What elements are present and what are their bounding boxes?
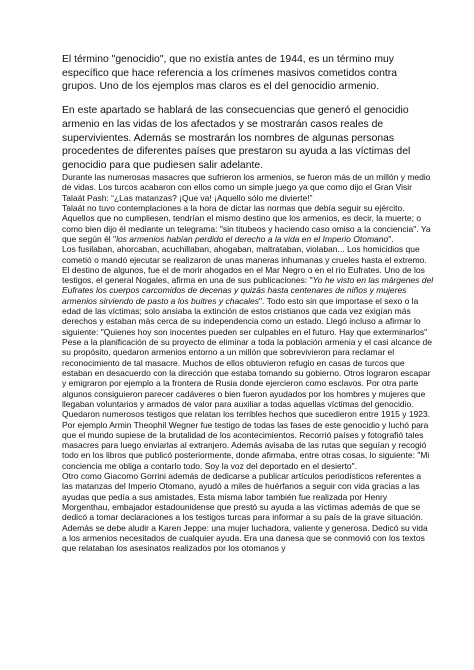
body-paragraph-3 — [62, 244, 434, 337]
body-paragraph-4: Pese a la planificación de su proyecto de eliminar a toda la población armenia y el casi alcance de su propósito, quedaron armenios entorno a un millón que sobrevivieron para reclamar el reconocimiento de tal masacre. Muchos de ellos obtuvieron refugio en casas de turcos que estaban en desacuerdo con la dirección que estaba tomando su gobierno. Otros lograron escapar y emigraron por ejemplo a la frontera de Rusia donde ejercieron como esclavos. Por otra parte algunos consiguieron parecer cadáveres o bien fueron ayudados por los hombres y mujeres que llegaban voluntarios y armados de valor para auxiliar a todas aquellas víctimas del genocidio. — [62, 337, 432, 409]
body-paragraph-5: Quedaron numerosos testigos que relatan los terribles hechos que sucedieron entre 1915 y 1923. Por ejemplo Armin Theophil Wegner fue testigo de todas las fases de este genocidio y luchó para que el mundo supiese de la brutalidad de los acontecimientos. Recorrió países y fotografió tales masacres para luego enviarlas al extranjero. Además avisaba de las rutas que seguían y recogió todo en los libros que publicó posteriormente, donde afirmaba, entre otras cosas, lo siguiente: "Mi conciencia me obliga a contarlo todo. Soy la voz del deportado en el desierto". — [62, 409, 431, 471]
body-paragraph-1: Durante las numerosas masacres que sufrieron los armenios, se fueron más de un millón y medio de vidas. Los turcos acabaron con ellos como un simple juego ya que como dijo el Gran Visir Talaát Pash: “¿Las matanzas? ¡Que va! ¡Aquello sólo me divierte!” — [62, 172, 431, 203]
intro-paragraph-1: El término "genocidio", que no existía antes de 1944, es un término muy específico que hace referencia a los crímenes masivos cometidos contra grupos. Uno de los ejemplos mas claros es el del genocidio armenio. — [62, 54, 397, 93]
body-paragraph-2-text-c: ". — [388, 233, 394, 244]
body-section — [62, 172, 434, 554]
body-paragraph-3-text-c: ". Todo esto sin que importase el sexo o la edad de las víctimas; solo ansiaba la extinción de estos cristianos que cada vez exigían más derechos y estaban más cerca de su independencia como un estado. Llegó incluso a afirmar lo siguiente: "Quienes hoy son inocentes pueden ser culpables en el futuro. Hay que exterminarlos" — [62, 295, 428, 337]
body-paragraph-7: Además se debe aludir a Karen Jeppe: una mujer luchadora, valiente y generosa. Dedicó su vida a los armenios necesitados de cualquier ayuda. Era una danesa que se conmovió con los textos que relataban los asesinatos realizados por los otomanos y — [62, 522, 428, 554]
body-paragraph-2 — [62, 203, 434, 244]
body-paragraph-6: Otro como Giacomo Gorrini además de dedicarse a publicar artículos periodísticos referentes a las matanzas del Imperio Otomano, ayudó a miles de huérfanos a seguir con vida gracias a las ayudas que pedía a sus amistades. Esta misma labor también fue realizada por Henry Morgenthau, embajador estadounidense que prestó su ayuda a las víctimas además de que se dedicó a tomar declaraciones a los testigos turcas para informar a su país de la grave situación. — [62, 471, 423, 523]
intro-section — [62, 53, 432, 183]
body-paragraph-2-text-a: Talaát no tuvo contemplaciones a la hora de dictar las normas que debía seguir su ejército. Aquellos que no cumpliesen, tendrían el mismo destino que los armenios, es decir, la muerte; o como bien dijo él mediante un telegrama: "sin titubeos y haciendo caso omiso a la conciencia". Ya que según él " — [62, 202, 431, 244]
intro-paragraph-2: En este apartado se hablará de las consecuencias que generó el genocidio armenio en las vidas de los afectados y se mostrarán casos reales de supervivientes. Además se mostrarán los nombres de algunas personas procedentes de diferentes países que prestaron su ayuda a las víctimas del genocidio para que pudiesen salir adelante. — [62, 105, 411, 171]
body-paragraph-2-quote: los armenios habían perdido el derecho a la vida en el Imperio Otomano — [116, 233, 389, 244]
body-paragraph-3-quote: Yo he visto en las márgenes del Eufrates los cuerpos carcomidos de decenas y quizás hasta centenares de niños y mujeres armenios sirviendo de pasto a los buitres y chacales — [62, 275, 434, 306]
body-paragraph-3-text-a: Los fusilaban, ahorcaban, acuchillaban, ahogaban, maltrataban, violaban... Los homicidios que cometió o mandó ejecutar se realizaron de unas maneras inhumanas y crueles hasta el extremo. El destino de algunos, fue el de morir ahogados en el Mar Negro o en el río Eufrates. Uno de los testigos, el general Nogales, afirma en una de sus publicaciones: " — [62, 244, 427, 286]
